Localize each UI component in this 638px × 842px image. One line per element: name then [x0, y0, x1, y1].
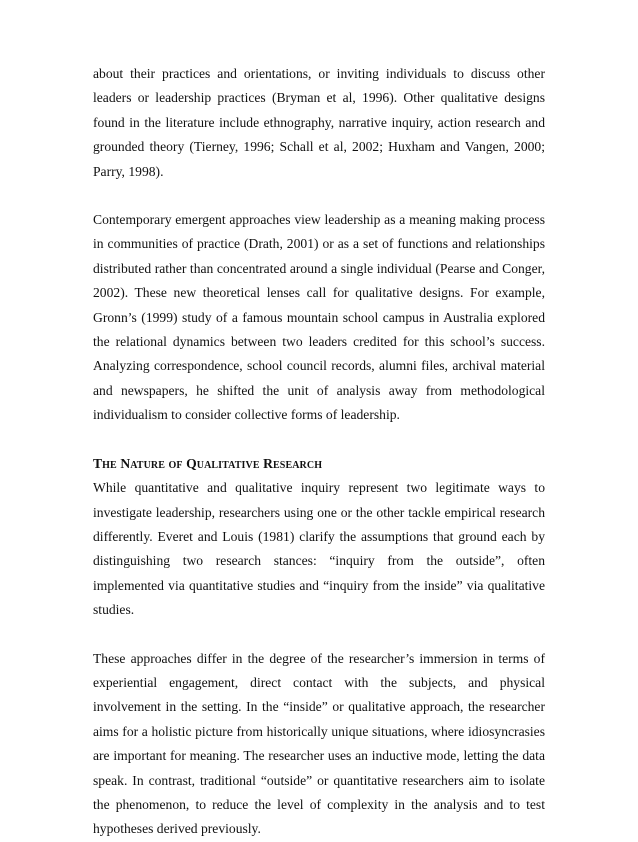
document-body: [93, 62, 545, 842]
paragraph-4: These approaches differ in the degree of the researcher’s immersion in terms of experiential engagement, direct contact with the subjects, and physical involvement in the setting. In the “inside” or qualitative approach, the researcher aims for a holistic picture from historically unique situations, where idiosyncrasies are important for meaning. The researcher uses an inductive mode, letting the data speak. In contrast, traditional “outside” or quantitative researchers aim to isolate the phenomenon, to reduce the level of complexity in the analysis and to test hypotheses derived previously.: [93, 650, 545, 837]
paragraph-1: about their practices and orientations, or inviting individuals to discuss other leaders or leadership practices (Bryman et al, 1996). Other qualitative designs found in the literature include ethnography, narrative inquiry, action research and grounded theory (Tierney, 1996; Schall et al, 2002; Huxham and Vangen, 2000; Parry, 1998).: [93, 66, 545, 179]
section-heading: The Nature of Qualitative Research: [93, 455, 323, 471]
paragraph-2: Contemporary emergent approaches view leadership as a meaning making process in communities of practice (Drath, 2001) or as a set of functions and relationships distributed rather than concentrated around a single individual (Pearse and Conger, 2002). These new theoretical lenses call for qualitative designs. For example, Gronn’s (1999) study of a famous mountain school campus in Australia explored the relational dynamics between two leaders credited for this school’s success. Analyzing correspondence, school council records, alumni files, archival material and newspapers, he shifted the unit of analysis away from methodological individualism to consider collective forms of leadership.: [93, 212, 545, 423]
paragraph-3: While quantitative and qualitative inquiry represent two legitimate ways to investigate leadership, researchers using one or the other tackle empirical research differently. Everet and Louis (1981) clarify the assumptions that ground each by distinguishing two research stances: “inquiry from the outside”, often implemented via quantitative studies and “inquiry from the inside” via qualitative studies.: [93, 480, 545, 618]
